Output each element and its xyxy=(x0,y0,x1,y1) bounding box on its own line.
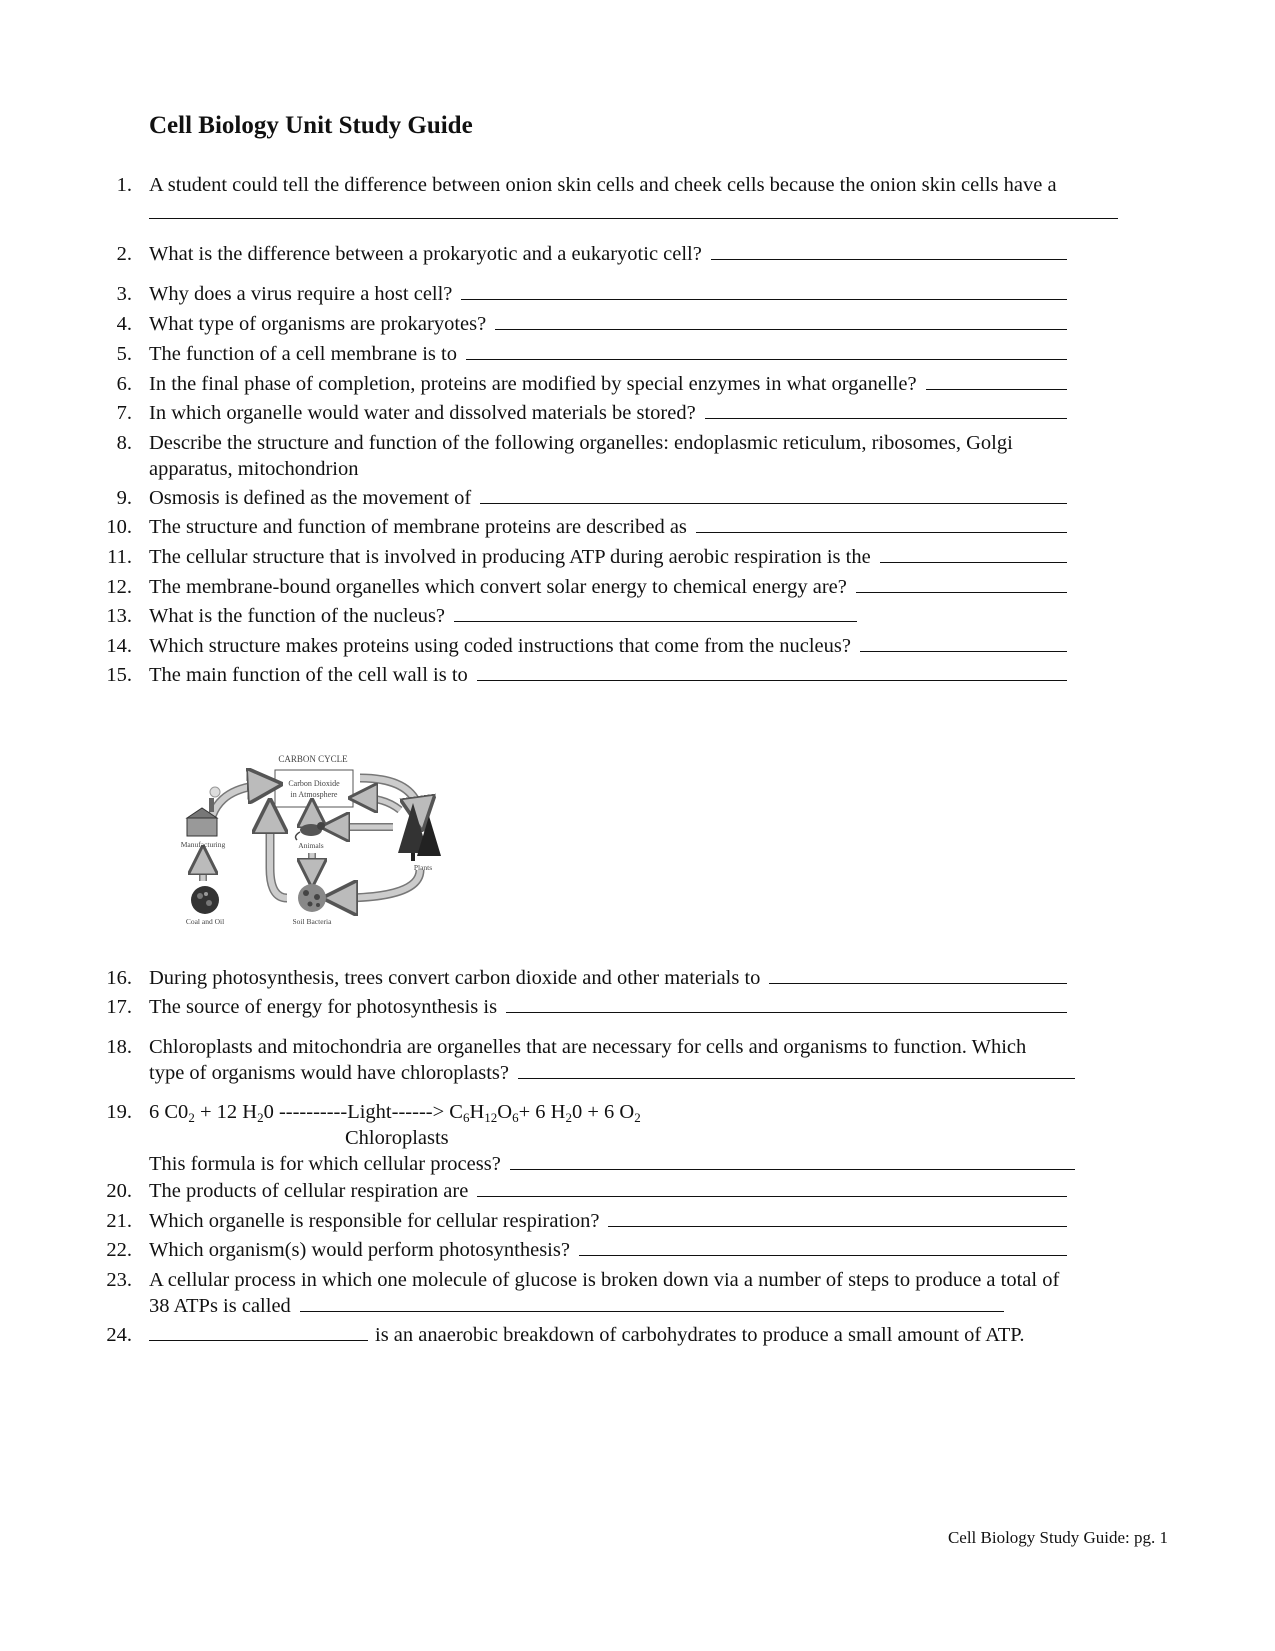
soil-bacteria-label: Soil Bacteria xyxy=(292,917,332,926)
arrow-soil-to-atmosphere-fill xyxy=(270,816,287,898)
answer-blank[interactable] xyxy=(149,200,1118,219)
question-text-continued: 38 ATPs is called xyxy=(149,1295,291,1317)
answer-blank[interactable] xyxy=(149,1322,368,1341)
question-number: 2. xyxy=(116,243,132,265)
answer-blank[interactable] xyxy=(608,1208,1067,1227)
carbon-cycle-diagram xyxy=(175,748,465,958)
question-text: Why does a virus require a host cell? xyxy=(149,283,453,305)
bacteria-icon xyxy=(298,884,326,912)
question-number: 21. xyxy=(106,1210,132,1232)
question-number: 10. xyxy=(106,516,132,538)
question-text: What is the function of the nucleus? xyxy=(149,605,446,627)
answer-blank[interactable] xyxy=(510,1151,1075,1170)
question-number: 1. xyxy=(116,174,132,196)
question-text: The membrane-bound organelles which convert solar energy to chemical energy are? xyxy=(149,576,847,598)
animals-label: Animals xyxy=(298,841,324,850)
answer-blank[interactable] xyxy=(461,281,1067,300)
answer-blank[interactable] xyxy=(506,994,1067,1013)
question-text: Chloroplasts and mitochondria are organelles that are necessary for cells and organisms to function. Which xyxy=(149,1036,1027,1058)
question-text: The main function of the cell wall is to xyxy=(149,664,468,686)
question-number: 9. xyxy=(116,487,132,509)
question-text: In which organelle would water and dissolved materials be stored? xyxy=(149,402,696,424)
question-number: 3. xyxy=(116,283,132,305)
question-text: In the final phase of completion, proteins are modified by special enzymes in what organelle? xyxy=(149,373,917,395)
atmosphere-label-line2: in Atmosphere xyxy=(290,790,338,799)
answer-blank[interactable] xyxy=(705,400,1067,419)
question-text: Describe the structure and function of the following organelles: endoplasmic reticulum, ribosomes, Golgi xyxy=(149,432,1013,454)
answer-blank[interactable] xyxy=(860,633,1067,652)
answer-blank[interactable] xyxy=(880,544,1067,563)
question-text: is an anaerobic breakdown of carbohydrates to produce a small amount of ATP. xyxy=(375,1324,1025,1346)
question-number: 22. xyxy=(106,1239,132,1261)
question-number: 11. xyxy=(107,546,132,568)
question-text: Which structure makes proteins using coded instructions that come from the nucleus? xyxy=(149,635,851,657)
question-text: What is the difference between a prokaryotic and a eukaryotic cell? xyxy=(149,243,702,265)
page-footer: Cell Biology Study Guide: pg. 1 xyxy=(947,1528,1168,1547)
question-text: The source of energy for photosynthesis is xyxy=(149,996,498,1018)
question-number: 5. xyxy=(116,343,132,365)
page-title: Cell Biology Unit Study Guide xyxy=(149,112,473,139)
question-number: 20. xyxy=(106,1180,132,1202)
answer-blank[interactable] xyxy=(926,371,1067,390)
answer-blank[interactable] xyxy=(466,341,1067,360)
question-text: Osmosis is defined as the movement of xyxy=(149,487,472,509)
question-text-continued: type of organisms would have chloroplasts? xyxy=(149,1062,510,1084)
coal-oil-label: Coal and Oil xyxy=(185,917,225,926)
question-number: 18. xyxy=(106,1036,132,1058)
question-number: 19. xyxy=(106,1101,132,1123)
rodent-icon xyxy=(296,822,325,840)
plants-label: Plants xyxy=(413,863,433,872)
answer-blank[interactable] xyxy=(300,1293,1004,1312)
question-number: 23. xyxy=(106,1269,132,1291)
photosynthesis-equation: 6 $C0_2 + 12$ $H_20$ ---------- Light ------> $C_6H_{12}O_6+ 6$ $H_20 + 6$ $O_2$ xyxy=(149,1101,641,1125)
question-text: Which organism(s) would perform photosynthesis? xyxy=(149,1239,570,1261)
question-number: 14. xyxy=(106,635,132,657)
answer-blank[interactable] xyxy=(477,1178,1067,1197)
question-text: The cellular structure that is involved in producing ATP during aerobic respiration is the xyxy=(149,546,871,568)
answer-blank[interactable] xyxy=(769,965,1067,984)
manufacturing-label: Manufacturing xyxy=(180,840,226,849)
answer-blank[interactable] xyxy=(477,662,1067,681)
answer-blank[interactable] xyxy=(495,311,1067,330)
question-number: 13. xyxy=(106,605,132,627)
answer-blank[interactable] xyxy=(856,574,1067,593)
question-number: 12. xyxy=(106,576,132,598)
question-number: 7. xyxy=(116,402,132,424)
answer-blank[interactable] xyxy=(696,514,1067,533)
answer-blank[interactable] xyxy=(480,485,1067,504)
diagram-title: CARBON CYCLE xyxy=(278,754,348,764)
question-number: 8. xyxy=(116,432,132,454)
question-text: The structure and function of membrane proteins are described as xyxy=(149,516,687,538)
question-number: 4. xyxy=(116,313,132,335)
question-text: During photosynthesis, trees convert carbon dioxide and other materials to xyxy=(149,967,761,989)
question-text: The products of cellular respiration are xyxy=(149,1180,469,1202)
question-number: 15. xyxy=(106,664,132,686)
equation-light-label: Light xyxy=(347,1101,392,1123)
answer-blank[interactable] xyxy=(711,241,1067,260)
equation-chloroplasts-label: Chloroplasts xyxy=(345,1127,449,1149)
atmosphere-box xyxy=(275,770,353,807)
question-number: 6. xyxy=(116,373,132,395)
question-text: A student could tell the difference between onion skin cells and cheek cells because the onion skin cells have a xyxy=(149,174,1057,196)
answer-blank[interactable] xyxy=(454,603,857,622)
question-text-continued: apparatus, mitochondrion xyxy=(149,458,359,480)
question-number: 17. xyxy=(106,996,132,1018)
question-text: The function of a cell membrane is to xyxy=(149,343,457,365)
question-text: A cellular process in which one molecule of glucose is broken down via a number of steps to produce a total of xyxy=(149,1269,1060,1291)
question-text: This formula is for which cellular process? xyxy=(149,1153,501,1175)
answer-blank[interactable] xyxy=(579,1237,1067,1256)
question-number: 24. xyxy=(106,1324,132,1346)
coal-icon xyxy=(191,886,219,914)
answer-blank[interactable] xyxy=(518,1060,1075,1079)
question-number: 16. xyxy=(106,967,132,989)
question-text: Which organelle is responsible for cellular respiration? xyxy=(149,1210,600,1232)
atmosphere-label-line1: Carbon Dioxide xyxy=(288,779,340,788)
question-text: What type of organisms are prokaryotes? xyxy=(149,313,487,335)
